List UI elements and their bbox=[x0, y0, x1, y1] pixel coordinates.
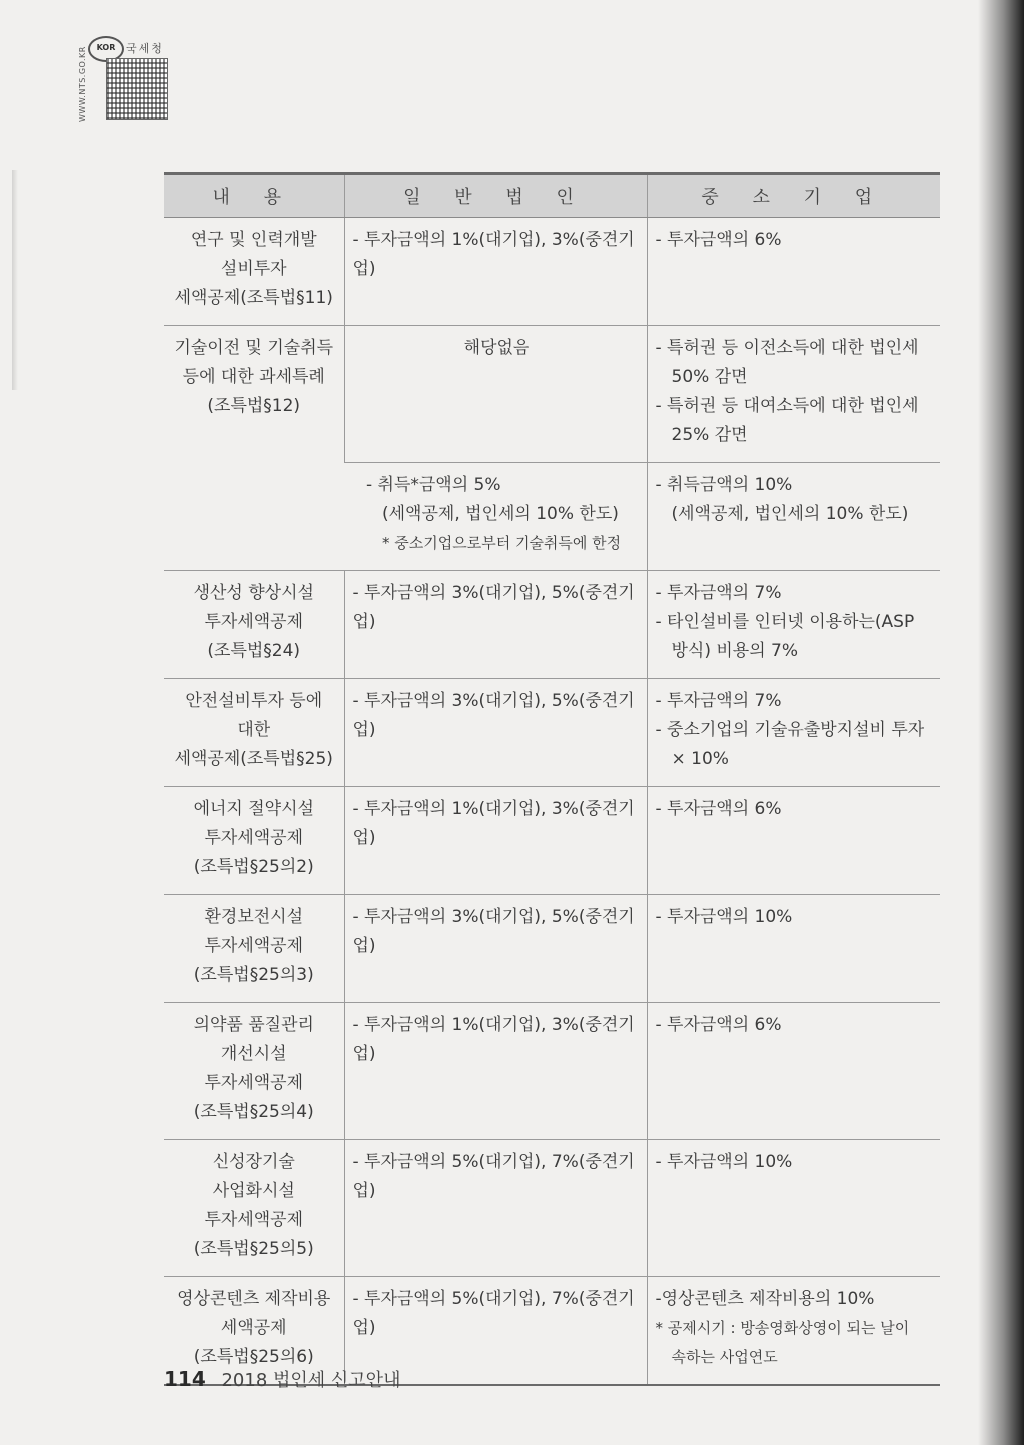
general-cell bbox=[344, 463, 647, 571]
item-line: 대한 bbox=[237, 720, 271, 740]
sme-line: 방식) 비용의 7% bbox=[671, 641, 799, 661]
header-sme: 중 소 기 업 bbox=[647, 174, 940, 218]
item-line: 세액공제(조특법§25) bbox=[174, 749, 333, 769]
general-line: - 투자금액의 5%(대기업), 7%(중견기업) bbox=[352, 1152, 635, 1201]
item-line: 세액공제 bbox=[220, 1318, 287, 1338]
item-cell bbox=[164, 571, 344, 679]
item-line: 투자세액공제 bbox=[204, 1073, 304, 1093]
item-line: 투자세액공제 bbox=[204, 1210, 304, 1230]
item-line: (조특법§25의3) bbox=[193, 965, 314, 985]
header-general-corp: 일 반 법 인 bbox=[344, 174, 647, 218]
table-row bbox=[164, 679, 940, 787]
tax-credit-table bbox=[164, 172, 940, 1386]
item-cell bbox=[164, 787, 344, 895]
sme-line: -영상콘텐츠 제작비용의 10% bbox=[655, 1289, 875, 1309]
item-line: 의약품 품질관리 bbox=[193, 1015, 314, 1035]
sme-cell bbox=[647, 1277, 940, 1386]
item-line: 설비투자 bbox=[220, 259, 287, 279]
general-line: - 투자금액의 3%(대기업), 5%(중견기업) bbox=[352, 907, 635, 956]
general-cell bbox=[344, 1003, 647, 1140]
general-cell bbox=[344, 326, 647, 463]
table-row bbox=[164, 1003, 940, 1140]
item-line: (조특법§25의2) bbox=[193, 857, 314, 877]
sme-line: - 투자금액의 6% bbox=[655, 1015, 782, 1035]
item-cell bbox=[164, 218, 344, 326]
sme-cell bbox=[647, 679, 940, 787]
item-line: 세액공제(조특법§11) bbox=[174, 288, 333, 308]
item-line: 생산성 향상시설 bbox=[193, 583, 314, 603]
header-content: 내 용 bbox=[164, 174, 344, 218]
item-line: 개선시설 bbox=[220, 1044, 287, 1064]
item-cell bbox=[164, 326, 344, 571]
general-cell bbox=[344, 679, 647, 787]
page-number: 114 bbox=[164, 1367, 206, 1391]
agency-name: 국세청 bbox=[126, 42, 164, 55]
item-cell bbox=[164, 679, 344, 787]
sme-line: - 취득금액의 10% bbox=[655, 475, 793, 495]
item-line: (조특법§25의4) bbox=[193, 1102, 314, 1122]
sme-line: - 중소기업의 기술유출방지설비 투자 bbox=[655, 720, 925, 740]
item-cell bbox=[164, 1003, 344, 1140]
general-note: * 중소기업으로부터 기술취득에 한정 bbox=[382, 534, 622, 552]
item-line: 영상콘텐츠 제작비용 bbox=[177, 1289, 331, 1309]
sme-cell bbox=[647, 463, 940, 571]
general-line: - 투자금액의 1%(대기업), 3%(중견기업) bbox=[352, 799, 635, 848]
item-line: (조특법§25의6) bbox=[193, 1347, 314, 1367]
sme-cell bbox=[647, 895, 940, 1003]
sme-note: 속하는 사업연도 bbox=[671, 1348, 778, 1366]
sme-line: - 투자금액의 10% bbox=[655, 907, 793, 927]
sme-line: - 특허권 등 대여소득에 대한 법인세 bbox=[655, 396, 919, 416]
table-row bbox=[164, 895, 940, 1003]
table-row bbox=[164, 218, 940, 326]
item-line: 안전설비투자 등에 bbox=[185, 691, 323, 711]
page-edge-shadow bbox=[12, 170, 18, 390]
sme-cell bbox=[647, 571, 940, 679]
general-cell bbox=[344, 571, 647, 679]
agency-logo-icon: KOR bbox=[88, 36, 124, 62]
sme-line: - 투자금액의 10% bbox=[655, 1152, 793, 1172]
table-header-row bbox=[164, 174, 940, 218]
general-line: - 투자금액의 3%(대기업), 5%(중견기업) bbox=[352, 583, 635, 632]
item-line: 등에 대한 과세특례 bbox=[182, 367, 325, 387]
sme-line: - 투자금액의 6% bbox=[655, 799, 782, 819]
table-row bbox=[164, 1140, 940, 1277]
qr-code-icon bbox=[106, 58, 168, 120]
item-line: 환경보전시설 bbox=[204, 907, 304, 927]
item-line: 에너지 절약시설 bbox=[193, 799, 314, 819]
item-line: (조특법§12) bbox=[207, 396, 301, 416]
item-cell bbox=[164, 1140, 344, 1277]
sme-line: 25% 감면 bbox=[671, 425, 748, 445]
general-cell bbox=[344, 787, 647, 895]
item-line: (조특법§25의5) bbox=[193, 1239, 314, 1259]
general-line: - 투자금액의 5%(대기업), 7%(중견기업) bbox=[352, 1289, 635, 1338]
item-line: 연구 및 인력개발 bbox=[190, 230, 317, 250]
item-line: 투자세액공제 bbox=[204, 612, 304, 632]
sme-line: - 특허권 등 이전소득에 대한 법인세 bbox=[655, 338, 919, 358]
item-line: 투자세액공제 bbox=[204, 828, 304, 848]
item-line: 신성장기술 bbox=[212, 1152, 295, 1172]
general-cell bbox=[344, 1140, 647, 1277]
general-line: - 취득*금액의 5% bbox=[366, 475, 501, 495]
general-cell bbox=[344, 895, 647, 1003]
sme-cell bbox=[647, 326, 940, 463]
sme-cell bbox=[647, 218, 940, 326]
table-row bbox=[164, 326, 940, 463]
sme-line: 50% 감면 bbox=[671, 367, 748, 387]
sme-line: - 투자금액의 7% bbox=[655, 691, 782, 711]
item-line: (조특법§24) bbox=[207, 641, 301, 661]
item-line: 투자세액공제 bbox=[204, 936, 304, 956]
sme-line: - 투자금액의 6% bbox=[655, 230, 782, 250]
document-title: 2018 법인세 신고안내 bbox=[221, 1370, 401, 1391]
general-cell bbox=[344, 218, 647, 326]
sme-line: × 10% bbox=[671, 749, 729, 769]
agency-url: WWW.NTS.GO.KR bbox=[78, 46, 87, 122]
general-line: - 투자금액의 1%(대기업), 3%(중견기업) bbox=[352, 230, 635, 279]
general-line: - 투자금액의 1%(대기업), 3%(중견기업) bbox=[352, 1015, 635, 1064]
table-row bbox=[164, 571, 940, 679]
sme-line: - 타인설비를 인터넷 이용하는(ASP bbox=[655, 612, 915, 632]
general-line: - 투자금액의 3%(대기업), 5%(중견기업) bbox=[352, 691, 635, 740]
sme-cell bbox=[647, 1140, 940, 1277]
page-footer bbox=[164, 1366, 400, 1392]
item-line: 사업화시설 bbox=[212, 1181, 295, 1201]
header-logo bbox=[78, 36, 166, 122]
general-line: (세액공제, 법인세의 10% 한도) bbox=[382, 504, 619, 524]
item-cell bbox=[164, 895, 344, 1003]
general-line: 해당없음 bbox=[463, 338, 530, 358]
sme-cell bbox=[647, 787, 940, 895]
sme-note: * 공제시기 : 방송영화상영이 되는 날이 bbox=[655, 1319, 910, 1337]
binding-shadow bbox=[978, 0, 1024, 1445]
sme-cell bbox=[647, 1003, 940, 1140]
sme-line: - 투자금액의 7% bbox=[655, 583, 782, 603]
item-line: 기술이전 및 기술취득 bbox=[174, 338, 334, 358]
sme-line: (세액공제, 법인세의 10% 한도) bbox=[671, 504, 909, 524]
table-row bbox=[164, 787, 940, 895]
